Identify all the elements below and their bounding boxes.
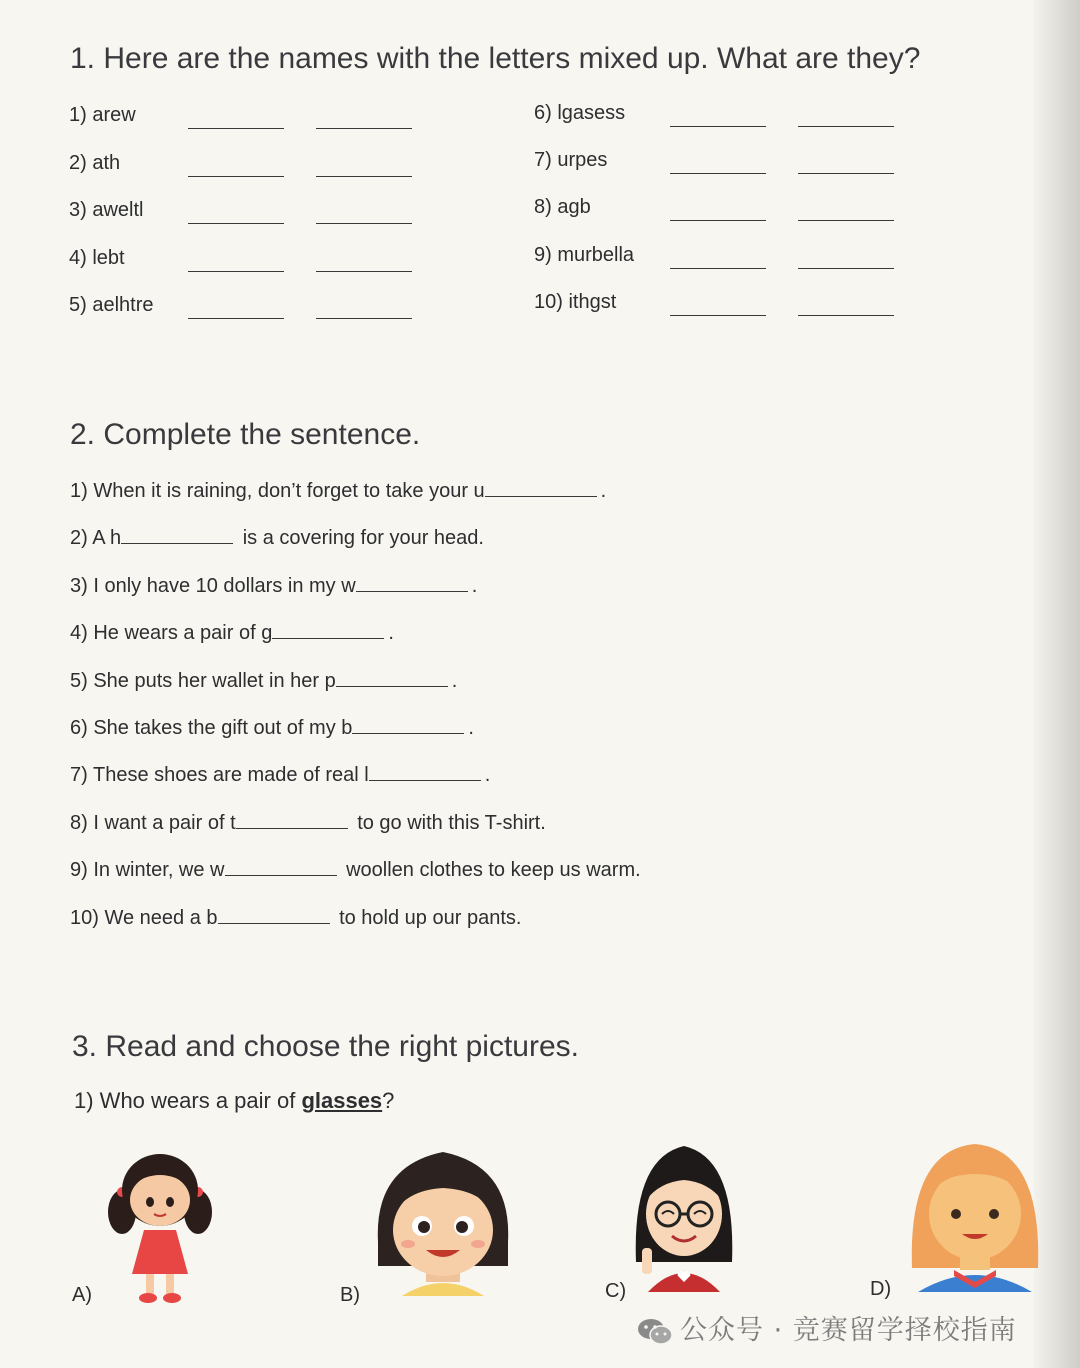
scrambled-word: 5) aelhtre [69, 294, 154, 316]
sentence-blank[interactable] [356, 573, 468, 592]
scrambled-word: 3) aweltl [69, 199, 144, 221]
sentence-ending: woollen clothes to keep us warm. [340, 859, 641, 882]
sentence-blank[interactable] [369, 762, 481, 781]
sentence-text: 10) We need a b [70, 906, 218, 929]
scrambled-word: 2) ath [69, 151, 121, 174]
option-a-label[interactable]: A) [72, 1284, 92, 1306]
question-end: ? [382, 1088, 395, 1113]
watermark [636, 1308, 1017, 1347]
girl-orange-hair-picture[interactable] [908, 1140, 1042, 1292]
answer-blank-1[interactable] [670, 126, 766, 127]
sentence-item [70, 478, 606, 503]
scrambled-word: 9) murbella [534, 243, 635, 266]
scrambled-item [69, 294, 469, 324]
scrambled-item [69, 199, 469, 229]
sentence-ending: . [451, 669, 458, 692]
section1-title: 1. Here are the names with the letters mixed up. What are they? [70, 42, 921, 75]
answer-blank-1[interactable] [670, 173, 766, 174]
sentence-text: 7) These shoes are made of real l [70, 764, 369, 787]
scrambled-item [534, 291, 934, 321]
sentence-ending: . [600, 480, 607, 502]
girl-glasses-picture[interactable] [632, 1142, 736, 1292]
answer-blank-2[interactable] [798, 268, 894, 269]
sentence-blank[interactable] [121, 525, 233, 544]
answer-blank-2[interactable] [798, 315, 894, 316]
sentence-item [70, 857, 641, 882]
watermark-text: 公众号 · 竞赛留学择校指南 [680, 1315, 1017, 1346]
sentence-ending: . [468, 717, 474, 739]
sentence-text: 6) She takes the gift out of my b [70, 717, 353, 739]
scrambled-item [69, 152, 469, 182]
sentence-ending: . [471, 574, 478, 597]
scrambled-item [534, 102, 934, 132]
answer-blank-1[interactable] [670, 315, 766, 316]
sentence-item [70, 762, 490, 787]
question-text: 1) Who wears a pair of [74, 1088, 302, 1113]
answer-blank-2[interactable] [316, 128, 412, 129]
answer-blank-2[interactable] [798, 126, 894, 127]
question-keyword: glasses [301, 1088, 383, 1113]
sentence-item [70, 668, 457, 693]
sentence-text: 5) She puts her wallet in her p [70, 669, 336, 692]
sentence-text: 1) When it is raining, don’t forget to take your u [70, 480, 485, 502]
sentence-ending: . [484, 764, 491, 787]
girl-bob-hair-picture[interactable] [372, 1146, 514, 1298]
answer-blank-1[interactable] [670, 268, 766, 269]
scrambled-word: 4) lebt [69, 246, 125, 269]
answer-blank-2[interactable] [798, 220, 894, 221]
scrambled-word: 6) lgasess [534, 102, 626, 124]
sentence-ending: . [388, 622, 394, 645]
answer-blank-1[interactable] [188, 318, 284, 319]
scrambled-item [534, 149, 934, 179]
answer-blank-1[interactable] [188, 176, 284, 177]
sentence-item [70, 715, 474, 740]
girl-pigtails-picture[interactable] [100, 1150, 220, 1306]
answer-blank-1[interactable] [188, 128, 284, 129]
sentence-blank[interactable] [485, 478, 597, 497]
section3-question [74, 1088, 394, 1114]
sentence-item [70, 810, 546, 835]
sentence-blank[interactable] [336, 668, 448, 687]
scrambled-word: 8) agb [534, 196, 591, 219]
scrambled-item [534, 244, 934, 274]
sentence-text: 2) A h [70, 527, 122, 550]
sentence-blank[interactable] [352, 715, 464, 734]
option-d-label[interactable]: D) [870, 1278, 892, 1300]
sentence-ending: is a covering for your head. [237, 527, 484, 550]
sentence-ending: to hold up our pants. [333, 906, 522, 929]
sentence-item [70, 620, 394, 645]
scrambled-word: 10) ithgst [534, 290, 617, 313]
scrambled-word: 1) arew [69, 104, 136, 126]
scrambled-item [69, 104, 469, 134]
scrambled-item [534, 196, 934, 226]
scrambled-item [69, 247, 469, 277]
answer-blank-2[interactable] [316, 318, 412, 319]
sentence-ending: to go with this T-shirt. [351, 811, 546, 834]
option-c-label[interactable]: C) [605, 1280, 627, 1302]
wechat-icon [636, 1317, 674, 1347]
answer-blank-1[interactable] [188, 223, 284, 224]
scrambled-word: 7) urpes [534, 149, 608, 172]
answer-blank-1[interactable] [670, 220, 766, 221]
sentence-blank[interactable] [272, 620, 384, 639]
sentence-item [70, 525, 484, 550]
sentence-blank[interactable] [218, 905, 330, 924]
sentence-text: 8) I want a pair of t [70, 811, 236, 834]
sentence-item [70, 905, 521, 930]
sentence-text: 3) I only have 10 dollars in my w [70, 574, 356, 597]
answer-blank-1[interactable] [188, 271, 284, 272]
sentence-item [70, 573, 477, 598]
section2-title: 2. Complete the sentence. [70, 418, 421, 451]
sentence-text: 9) In winter, we w [70, 859, 225, 882]
sentence-text: 4) He wears a pair of g [70, 622, 273, 645]
answer-blank-2[interactable] [316, 223, 412, 224]
section3-title: 3. Read and choose the right pictures. [72, 1030, 579, 1063]
answer-blank-2[interactable] [316, 176, 412, 177]
sentence-blank[interactable] [236, 810, 348, 829]
sentence-blank[interactable] [225, 857, 337, 876]
option-b-label[interactable]: B) [340, 1284, 360, 1306]
answer-blank-2[interactable] [798, 173, 894, 174]
answer-blank-2[interactable] [316, 271, 412, 272]
